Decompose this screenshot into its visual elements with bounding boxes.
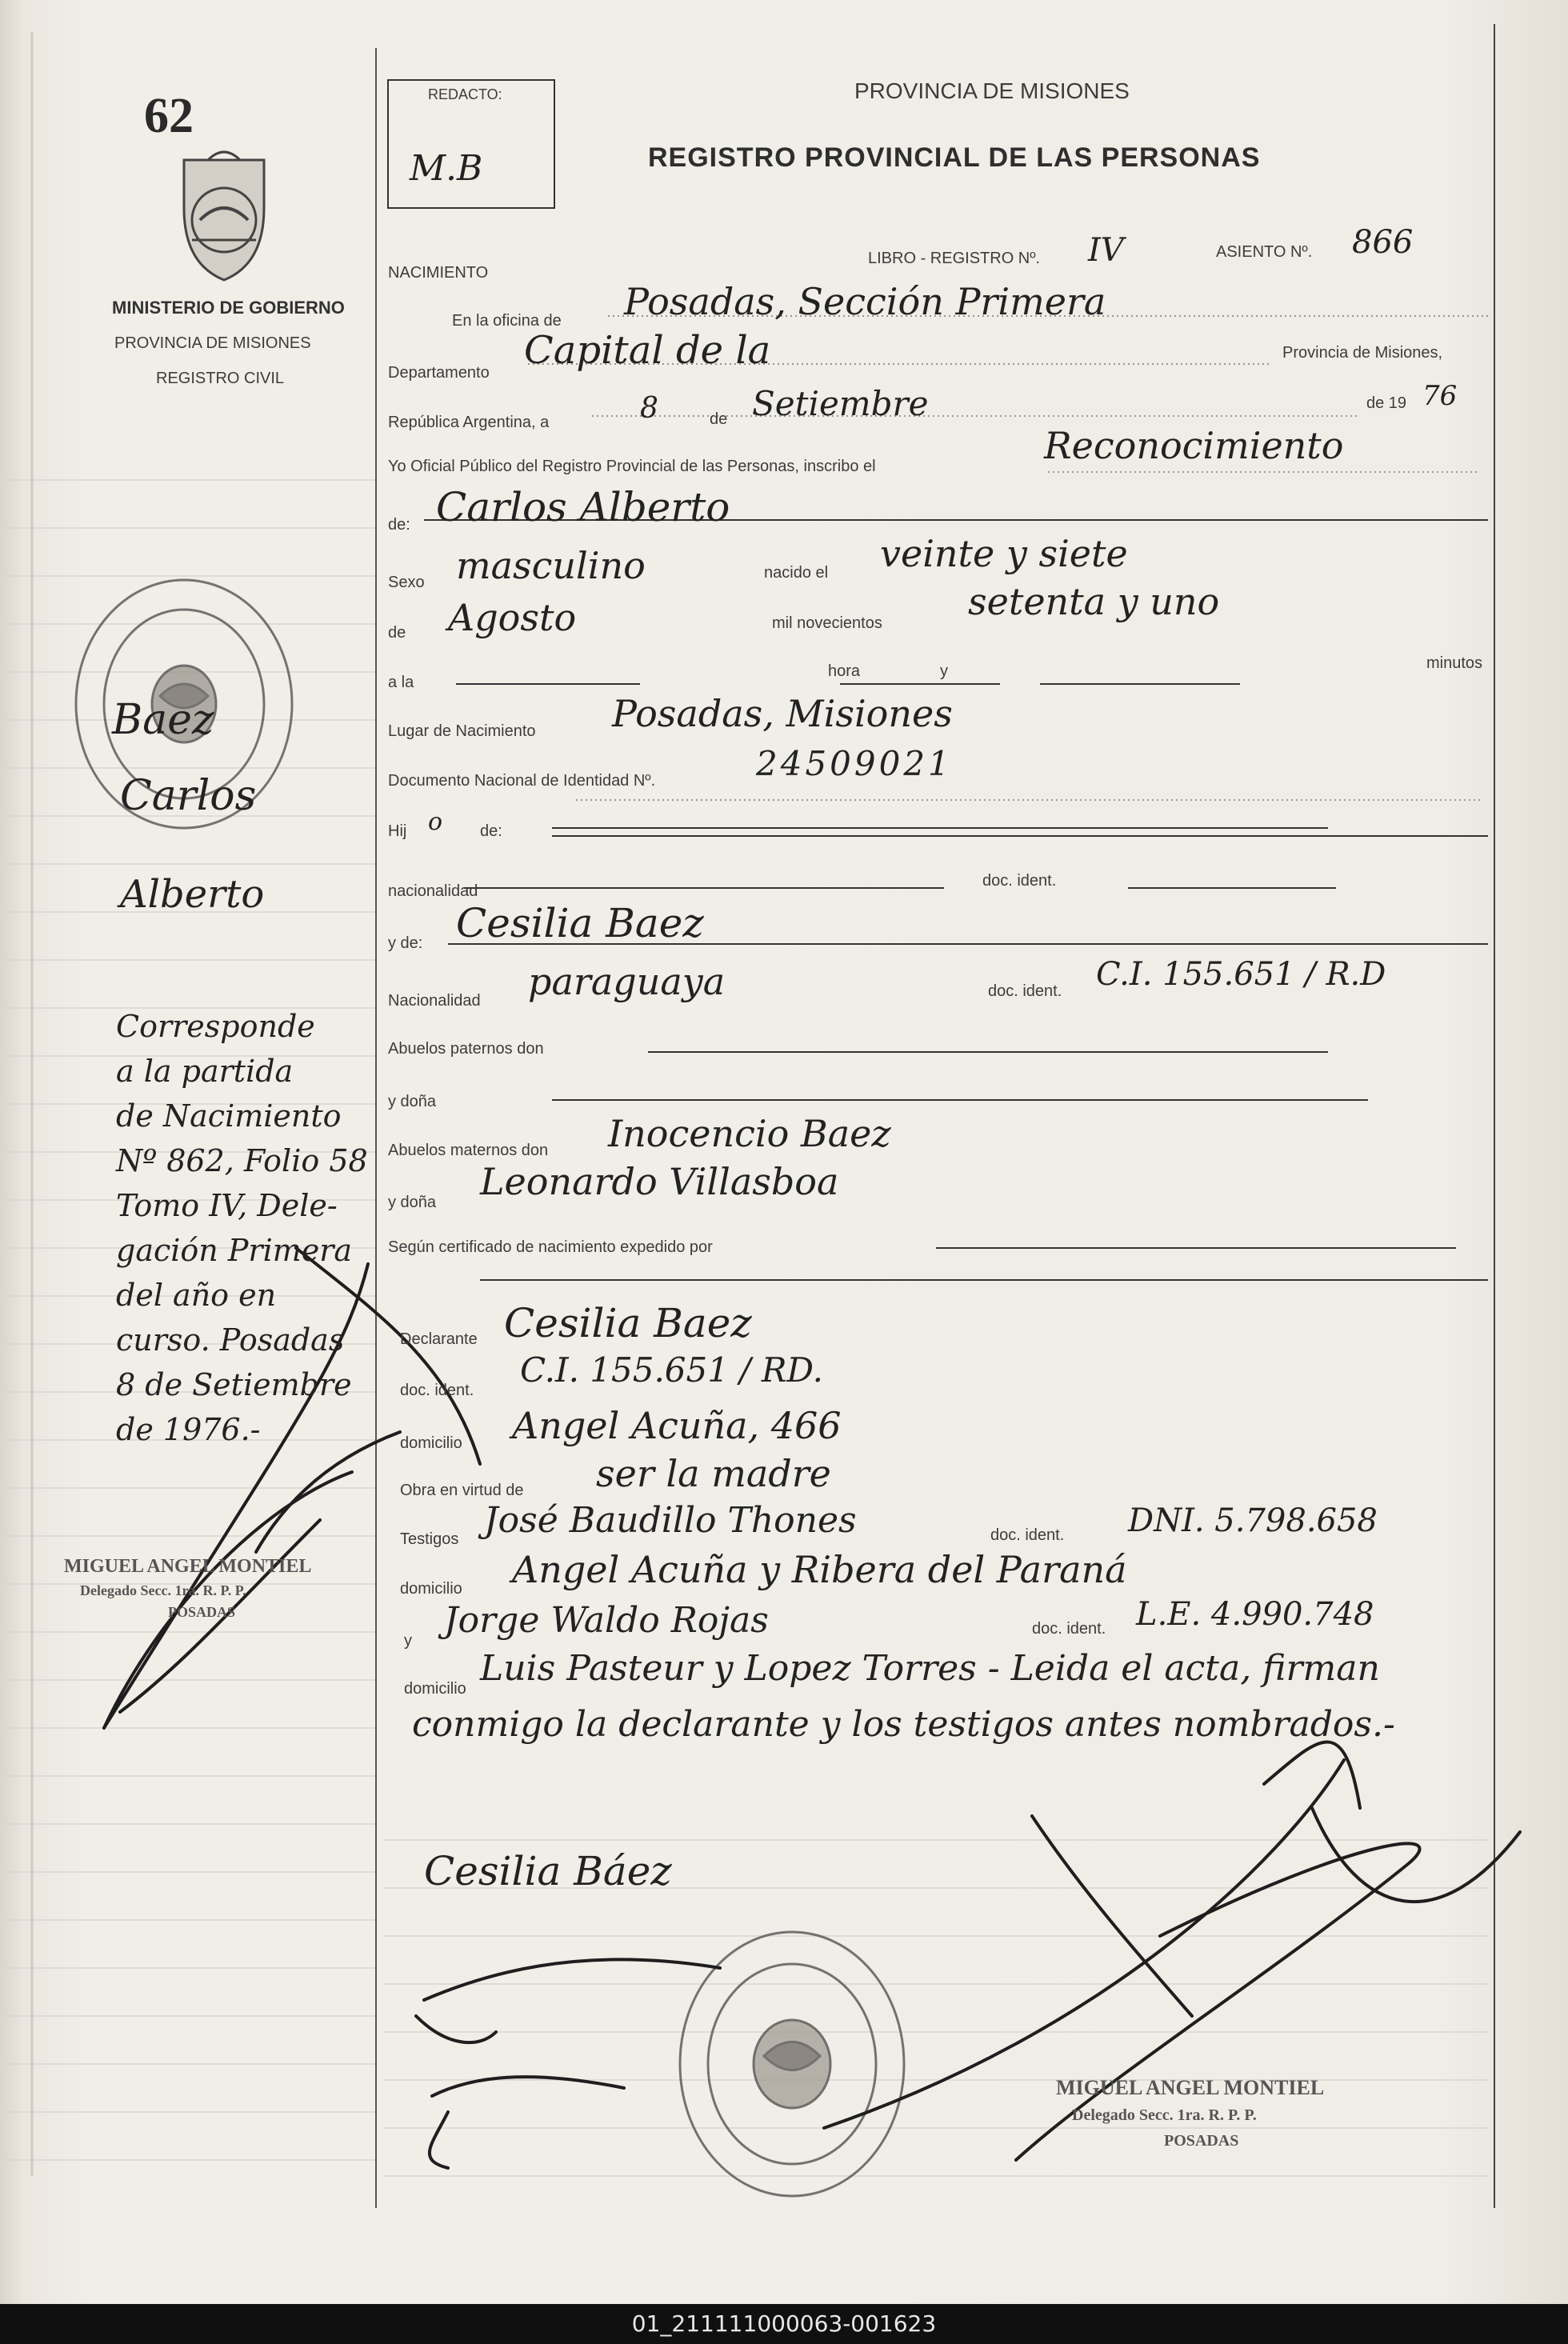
abuelo-mat-value: Inocencio Baez [608,1112,891,1155]
lugar-label: Lugar de Nacimiento [388,722,536,740]
asiento-value: 866 [1352,224,1414,261]
documento-label: Documento Nacional de Identidad Nº. [388,772,656,790]
documento-value: 24509021 [756,744,953,783]
redacto-label: REDACTO: [428,86,502,102]
year-prefix: de 19 [1366,394,1407,412]
header-province: PROVINCIA DE MISIONES [854,78,1130,103]
delegate-stamp-city: POSADAS [1164,2132,1239,2150]
margin-name-2: Carlos [120,772,257,820]
oficina-label: En la oficina de [452,312,562,330]
provincia-label: Provincia de Misiones, [1282,344,1443,362]
hora-label: hora [828,662,861,680]
ala-label: a la [388,674,414,691]
docident2-value: C.I. 155.651 / R.D [1096,956,1386,993]
delegate-stamp-name: MIGUEL ANGEL MONTIEL [64,1556,312,1577]
abuela-mat-value: Leonardo Villasboa [480,1160,839,1203]
abuelos-mat-label: Abuelos maternos don [388,1142,549,1159]
delegate-stamp-role: Delegado Secc. 1ra. R. P. P. [1072,2106,1257,2124]
abuelos-pat-label: Abuelos paternos don [388,1040,544,1058]
departamento-value: Capital de la [524,328,771,373]
delegate-stamp-role: Delegado Secc. 1ra. R. P. P. [80,1582,246,1598]
testigo1-value: José Baudillo Thones [484,1500,857,1541]
libro-label: LIBRO - REGISTRO Nº. [868,250,1041,267]
nacido-label: nacido el [764,564,829,582]
libro-value: IV [1088,232,1124,269]
testigos-label: Testigos [400,1530,459,1548]
nacimiento-label: NACIMIENTO [388,264,489,282]
asiento-label: ASIENTO Nº. [1216,243,1313,261]
domicilio3-value: Luis Pasteur y Lopez Torres - Leida el acta, firman [480,1648,1380,1689]
province-label: PROVINCIA DE MISIONES [114,334,311,352]
docident3-label: doc. ident. [400,1382,474,1399]
name-value: Carlos Alberto [436,484,730,530]
closing-value: conmigo la declarante y los testigos antes nombrados.- [412,1704,1395,1745]
margin-name-1: Baez [112,696,214,744]
hijo-label: Hij [388,822,407,840]
domicilio2-value: Angel Acuña y Ribera del Paraná [512,1548,1127,1591]
departamento-label: Departamento [388,364,490,382]
margin-note-line: a la partida [116,1054,294,1089]
margin-note-line: del año en [116,1278,277,1313]
lugar-value: Posadas, Misiones [612,692,953,735]
mil-label: mil novecientos [772,614,882,632]
yde-label: y de: [388,934,423,952]
obra-label: Obra en virtud de [400,1482,524,1499]
obra-value: ser la madre [596,1452,831,1495]
margin-note-line: gación Primera [116,1233,353,1268]
signature-declarante: Cesilia Báez [424,1848,672,1894]
de2-label: de [388,624,406,642]
docident5-value: L.E. 4.990.748 [1136,1596,1374,1633]
domicilio1-value: Angel Acuña, 466 [512,1404,842,1447]
ydona1-label: y doña [388,1093,437,1110]
y2-label: y [404,1632,412,1650]
nacionalidad2-value: paraguaya [528,960,726,1003]
docident4-label: doc. ident. [990,1526,1065,1544]
segun-label: Según certificado de nacimiento expedido por [388,1238,713,1256]
domicilio3-label: domicilio [404,1680,466,1698]
day-value: 8 [640,392,658,425]
declarante-value: Cesilia Baez [504,1300,752,1346]
testigo2-value: Jorge Waldo Rojas [444,1600,769,1641]
mil-value: setenta y uno [968,580,1220,623]
header-title: REGISTRO PROVINCIAL DE LAS PERSONAS [648,142,1261,173]
oficial-value: Reconocimiento [1044,424,1344,467]
margin-name-3: Alberto [120,872,265,917]
minutos-label: minutos [1426,654,1483,672]
margin-note-line: de Nacimiento [116,1098,342,1134]
mes-value: Agosto [448,596,577,639]
margin-note-line: Corresponde [116,1009,315,1044]
margin-note-line: Tomo IV, Dele- [116,1188,338,1223]
redacto-value: M.B [410,148,483,189]
docident3-value: C.I. 155.651 / RD. [520,1350,823,1390]
oficina-value: Posadas, Sección Primera [624,280,1106,323]
domicilio1-label: domicilio [400,1434,462,1452]
margin-note-line: Nº 862, Folio 58 [116,1143,368,1178]
page-number: 62 [144,89,194,143]
declarante-label: Declarante [400,1330,478,1348]
year-value: 76 [1422,380,1458,412]
republica-label: República Argentina, a [388,414,550,431]
ydona2-label: y doña [388,1194,437,1211]
sexo-label: Sexo [388,574,425,591]
margin-note-line: curso. Posadas [116,1322,345,1358]
sexo-value: masculino [456,544,646,587]
ministry-label: MINISTERIO DE GOBIERNO [112,298,345,318]
delegate-stamp-name: MIGUEL ANGEL MONTIEL [1056,2076,1325,2099]
nacionalidad2-label: Nacionalidad [388,992,481,1010]
docident4-value: DNI. 5.798.658 [1128,1502,1378,1539]
domicilio2-label: domicilio [400,1580,462,1598]
delegate-stamp-city: POSADAS [168,1604,236,1620]
archive-footer: 01_211111000063-001623 [0,2304,1568,2344]
margin-note-line: 8 de Setiembre [116,1367,352,1402]
docident2-label: doc. ident. [988,982,1062,1000]
month-value: Setiembre [752,384,929,423]
nacionalidad1-label: nacionalidad [388,882,478,900]
hijo-de-label: de: [480,822,502,840]
docident1-label: doc. ident. [982,872,1057,890]
madre-value: Cesilia Baez [456,900,704,946]
y-label: y [940,662,948,680]
nacido-value: veinte y siete [880,532,1128,575]
docident5-label: doc. ident. [1032,1620,1106,1638]
hijo-suffix: o [428,808,443,836]
margin-note-line: de 1976.- [116,1412,261,1447]
registry-label: REGISTRO CIVIL [156,370,285,387]
oficial-label: Yo Oficial Público del Registro Provincial de las Personas, inscribo el [388,458,876,475]
de-name-label: de: [388,516,410,534]
de-label: de [710,410,728,428]
